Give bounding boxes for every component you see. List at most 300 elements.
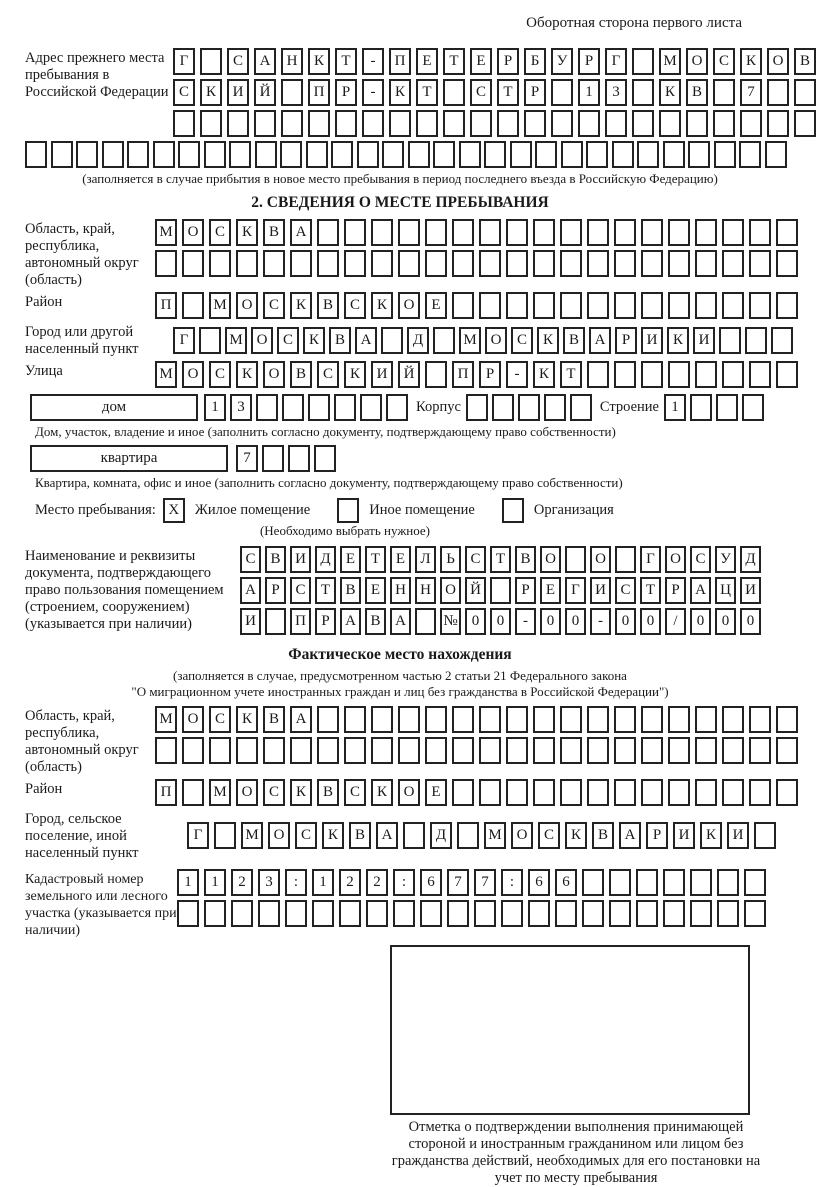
char-cell[interactable] [425, 737, 447, 764]
char-cell[interactable] [339, 900, 361, 927]
char-cell[interactable] [425, 361, 447, 388]
char-cell[interactable]: Т [560, 361, 582, 388]
char-cell[interactable] [466, 394, 488, 421]
char-cell[interactable]: Р [524, 79, 546, 106]
char-cell[interactable] [745, 327, 767, 354]
char-cell[interactable] [314, 445, 336, 472]
char-cell[interactable] [484, 141, 506, 168]
char-cell[interactable] [229, 141, 251, 168]
char-cell[interactable] [479, 292, 501, 319]
char-cell[interactable]: В [592, 822, 614, 849]
stay-type-checkbox[interactable] [337, 498, 359, 523]
char-cell[interactable] [717, 869, 739, 896]
char-cell[interactable]: А [254, 48, 276, 75]
char-cell[interactable]: К [659, 79, 681, 106]
char-cell[interactable]: - [362, 79, 384, 106]
char-cell[interactable]: К [537, 327, 559, 354]
char-cell[interactable]: Р [578, 48, 600, 75]
char-cell[interactable] [668, 737, 690, 764]
char-cell[interactable] [76, 141, 98, 168]
char-cell[interactable]: К [371, 292, 393, 319]
char-cell[interactable]: М [155, 361, 177, 388]
char-cell[interactable] [398, 250, 420, 277]
char-cell[interactable] [506, 250, 528, 277]
char-cell[interactable] [408, 141, 430, 168]
char-cell[interactable]: М [225, 327, 247, 354]
char-cell[interactable] [749, 361, 771, 388]
char-cell[interactable] [663, 869, 685, 896]
char-cell[interactable] [587, 706, 609, 733]
char-cell[interactable] [288, 445, 310, 472]
char-cell[interactable] [582, 869, 604, 896]
char-cell[interactable]: 0 [465, 608, 486, 635]
char-cell[interactable] [360, 394, 382, 421]
char-cell[interactable] [199, 327, 221, 354]
char-cell[interactable]: А [376, 822, 398, 849]
char-cell[interactable] [722, 250, 744, 277]
char-cell[interactable] [544, 394, 566, 421]
char-cell[interactable] [256, 394, 278, 421]
char-cell[interactable]: П [389, 48, 411, 75]
char-cell[interactable] [771, 327, 793, 354]
char-cell[interactable] [506, 706, 528, 733]
char-cell[interactable]: Р [479, 361, 501, 388]
char-cell[interactable]: А [619, 822, 641, 849]
char-cell[interactable] [565, 546, 586, 573]
char-cell[interactable]: П [155, 292, 177, 319]
char-cell[interactable] [209, 737, 231, 764]
char-cell[interactable] [776, 219, 798, 246]
char-cell[interactable]: - [590, 608, 611, 635]
char-cell[interactable] [308, 394, 330, 421]
char-cell[interactable] [668, 706, 690, 733]
char-cell[interactable]: О [511, 822, 533, 849]
char-cell[interactable]: - [506, 361, 528, 388]
char-cell[interactable] [587, 361, 609, 388]
char-cell[interactable]: - [515, 608, 536, 635]
char-cell[interactable] [555, 900, 577, 927]
char-cell[interactable] [501, 900, 523, 927]
char-cell[interactable]: А [340, 608, 361, 635]
char-cell[interactable] [393, 900, 415, 927]
char-cell[interactable]: 6 [420, 869, 442, 896]
char-cell[interactable] [641, 737, 663, 764]
char-cell[interactable]: А [290, 219, 312, 246]
char-cell[interactable]: Е [390, 546, 411, 573]
char-cell[interactable]: Г [173, 327, 195, 354]
char-cell[interactable] [609, 900, 631, 927]
char-cell[interactable]: К [290, 292, 312, 319]
char-cell[interactable] [416, 110, 438, 137]
char-cell[interactable] [776, 706, 798, 733]
char-cell[interactable]: С [240, 546, 261, 573]
char-cell[interactable] [433, 327, 455, 354]
char-cell[interactable]: С [465, 546, 486, 573]
char-cell[interactable] [479, 737, 501, 764]
char-cell[interactable] [632, 48, 654, 75]
char-cell[interactable] [614, 779, 636, 806]
char-cell[interactable] [425, 706, 447, 733]
char-cell[interactable] [290, 250, 312, 277]
char-cell[interactable]: Н [415, 577, 436, 604]
char-cell[interactable] [262, 445, 284, 472]
char-cell[interactable]: : [501, 869, 523, 896]
char-cell[interactable] [335, 110, 357, 137]
char-cell[interactable] [382, 141, 404, 168]
char-cell[interactable] [236, 737, 258, 764]
char-cell[interactable] [742, 394, 764, 421]
char-cell[interactable] [371, 219, 393, 246]
char-cell[interactable]: Р [497, 48, 519, 75]
char-cell[interactable] [281, 110, 303, 137]
char-cell[interactable] [641, 292, 663, 319]
char-cell[interactable]: С [209, 219, 231, 246]
char-cell[interactable]: Л [415, 546, 436, 573]
char-cell[interactable]: Т [416, 79, 438, 106]
char-cell[interactable]: Г [565, 577, 586, 604]
char-cell[interactable] [587, 779, 609, 806]
char-cell[interactable] [587, 219, 609, 246]
char-cell[interactable]: А [290, 706, 312, 733]
char-cell[interactable] [560, 706, 582, 733]
char-cell[interactable]: И [727, 822, 749, 849]
char-cell[interactable]: : [285, 869, 307, 896]
char-cell[interactable] [492, 394, 514, 421]
char-cell[interactable]: С [209, 361, 231, 388]
char-cell[interactable] [398, 706, 420, 733]
stay-type-checkbox[interactable]: X [163, 498, 185, 523]
char-cell[interactable] [254, 110, 276, 137]
char-cell[interactable]: К [236, 706, 258, 733]
char-cell[interactable] [371, 737, 393, 764]
char-cell[interactable] [452, 779, 474, 806]
char-cell[interactable] [722, 737, 744, 764]
char-cell[interactable]: Т [443, 48, 465, 75]
char-cell[interactable] [459, 141, 481, 168]
char-cell[interactable]: Е [470, 48, 492, 75]
char-cell[interactable]: 0 [490, 608, 511, 635]
char-cell[interactable]: Т [315, 577, 336, 604]
char-cell[interactable]: О [182, 219, 204, 246]
char-cell[interactable]: Д [430, 822, 452, 849]
char-cell[interactable]: С [277, 327, 299, 354]
char-cell[interactable] [612, 141, 634, 168]
char-cell[interactable] [255, 141, 277, 168]
char-cell[interactable]: К [200, 79, 222, 106]
char-cell[interactable] [357, 141, 379, 168]
char-cell[interactable] [443, 79, 465, 106]
char-cell[interactable] [366, 900, 388, 927]
char-cell[interactable] [317, 219, 339, 246]
char-cell[interactable]: С [263, 292, 285, 319]
char-cell[interactable]: А [240, 577, 261, 604]
char-cell[interactable] [794, 79, 816, 106]
char-cell[interactable]: К [533, 361, 555, 388]
char-cell[interactable] [209, 250, 231, 277]
char-cell[interactable] [739, 141, 761, 168]
char-cell[interactable] [182, 250, 204, 277]
char-cell[interactable]: Р [315, 608, 336, 635]
char-cell[interactable] [155, 737, 177, 764]
char-cell[interactable] [535, 141, 557, 168]
char-cell[interactable]: С [209, 706, 231, 733]
char-cell[interactable] [695, 706, 717, 733]
char-cell[interactable]: И [740, 577, 761, 604]
char-cell[interactable]: В [563, 327, 585, 354]
char-cell[interactable]: П [155, 779, 177, 806]
char-cell[interactable]: В [794, 48, 816, 75]
char-cell[interactable] [636, 869, 658, 896]
char-cell[interactable]: М [659, 48, 681, 75]
char-cell[interactable]: Н [281, 48, 303, 75]
char-cell[interactable]: 7 [740, 79, 762, 106]
char-cell[interactable] [695, 361, 717, 388]
char-cell[interactable] [204, 900, 226, 927]
char-cell[interactable] [776, 737, 798, 764]
char-cell[interactable]: 3 [258, 869, 280, 896]
char-cell[interactable] [524, 110, 546, 137]
char-cell[interactable] [173, 110, 195, 137]
char-cell[interactable]: И [290, 546, 311, 573]
char-cell[interactable] [452, 250, 474, 277]
char-cell[interactable] [214, 822, 236, 849]
char-cell[interactable] [479, 219, 501, 246]
char-cell[interactable]: Ь [440, 546, 461, 573]
char-cell[interactable]: 0 [615, 608, 636, 635]
char-cell[interactable]: М [155, 219, 177, 246]
char-cell[interactable]: К [700, 822, 722, 849]
char-cell[interactable]: 0 [715, 608, 736, 635]
char-cell[interactable]: С [713, 48, 735, 75]
char-cell[interactable] [308, 110, 330, 137]
char-cell[interactable] [200, 110, 222, 137]
char-cell[interactable] [570, 394, 592, 421]
char-cell[interactable] [280, 141, 302, 168]
char-cell[interactable]: Г [605, 48, 627, 75]
char-cell[interactable] [389, 110, 411, 137]
char-cell[interactable] [443, 110, 465, 137]
char-cell[interactable] [344, 706, 366, 733]
char-cell[interactable] [306, 141, 328, 168]
char-cell[interactable] [668, 292, 690, 319]
char-cell[interactable]: Й [398, 361, 420, 388]
char-cell[interactable]: Е [416, 48, 438, 75]
char-cell[interactable]: У [551, 48, 573, 75]
char-cell[interactable] [713, 79, 735, 106]
char-cell[interactable]: В [290, 361, 312, 388]
char-cell[interactable] [200, 48, 222, 75]
char-cell[interactable] [614, 250, 636, 277]
char-cell[interactable] [663, 141, 685, 168]
char-cell[interactable] [344, 250, 366, 277]
char-cell[interactable] [663, 900, 685, 927]
char-cell[interactable]: Р [265, 577, 286, 604]
char-cell[interactable]: И [673, 822, 695, 849]
char-cell[interactable] [281, 79, 303, 106]
char-cell[interactable] [688, 141, 710, 168]
char-cell[interactable] [474, 900, 496, 927]
char-cell[interactable] [263, 737, 285, 764]
char-cell[interactable]: К [389, 79, 411, 106]
char-cell[interactable] [533, 779, 555, 806]
char-cell[interactable]: 1 [312, 869, 334, 896]
char-cell[interactable] [695, 737, 717, 764]
char-cell[interactable] [668, 779, 690, 806]
char-cell[interactable] [722, 292, 744, 319]
char-cell[interactable]: К [322, 822, 344, 849]
char-cell[interactable] [587, 292, 609, 319]
char-cell[interactable]: С [511, 327, 533, 354]
char-cell[interactable] [528, 900, 550, 927]
char-cell[interactable] [722, 219, 744, 246]
char-cell[interactable] [312, 900, 334, 927]
char-cell[interactable] [506, 779, 528, 806]
char-cell[interactable] [533, 250, 555, 277]
char-cell[interactable] [636, 900, 658, 927]
char-cell[interactable] [479, 706, 501, 733]
char-cell[interactable]: О [236, 292, 258, 319]
char-cell[interactable]: В [265, 546, 286, 573]
char-cell[interactable] [560, 737, 582, 764]
char-cell[interactable]: О [251, 327, 273, 354]
char-cell[interactable]: О [540, 546, 561, 573]
char-cell[interactable]: К [667, 327, 689, 354]
char-cell[interactable] [425, 219, 447, 246]
char-cell[interactable]: Е [425, 779, 447, 806]
char-cell[interactable] [182, 737, 204, 764]
char-cell[interactable]: Т [335, 48, 357, 75]
char-cell[interactable]: С [470, 79, 492, 106]
char-cell[interactable]: К [290, 779, 312, 806]
char-cell[interactable]: 0 [740, 608, 761, 635]
char-cell[interactable] [506, 219, 528, 246]
char-cell[interactable]: Й [254, 79, 276, 106]
char-cell[interactable] [714, 141, 736, 168]
char-cell[interactable] [497, 110, 519, 137]
char-cell[interactable] [506, 737, 528, 764]
char-cell[interactable]: 0 [640, 608, 661, 635]
char-cell[interactable]: Е [340, 546, 361, 573]
char-cell[interactable] [690, 394, 712, 421]
char-cell[interactable] [754, 822, 776, 849]
char-cell[interactable] [490, 577, 511, 604]
char-cell[interactable]: Р [515, 577, 536, 604]
char-cell[interactable] [614, 737, 636, 764]
char-cell[interactable] [749, 219, 771, 246]
char-cell[interactable] [615, 546, 636, 573]
char-cell[interactable]: К [308, 48, 330, 75]
char-cell[interactable] [282, 394, 304, 421]
char-cell[interactable] [767, 110, 789, 137]
char-cell[interactable] [533, 292, 555, 319]
char-cell[interactable]: К [740, 48, 762, 75]
char-cell[interactable]: Г [187, 822, 209, 849]
char-cell[interactable]: П [290, 608, 311, 635]
char-cell[interactable]: С [295, 822, 317, 849]
char-cell[interactable] [518, 394, 540, 421]
char-cell[interactable]: В [515, 546, 536, 573]
char-cell[interactable] [641, 219, 663, 246]
char-cell[interactable]: А [390, 608, 411, 635]
char-cell[interactable]: Р [335, 79, 357, 106]
char-cell[interactable] [695, 219, 717, 246]
char-cell[interactable]: О [485, 327, 507, 354]
char-cell[interactable]: К [236, 219, 258, 246]
char-cell[interactable]: М [459, 327, 481, 354]
char-cell[interactable]: С [538, 822, 560, 849]
char-cell[interactable] [263, 250, 285, 277]
char-cell[interactable]: С [263, 779, 285, 806]
char-cell[interactable] [452, 737, 474, 764]
char-cell[interactable]: К [236, 361, 258, 388]
char-cell[interactable]: И [227, 79, 249, 106]
char-cell[interactable]: М [209, 779, 231, 806]
char-cell[interactable]: А [589, 327, 611, 354]
char-cell[interactable]: К [344, 361, 366, 388]
char-cell[interactable]: 7 [236, 445, 258, 472]
char-cell[interactable] [717, 900, 739, 927]
char-cell[interactable] [690, 869, 712, 896]
char-cell[interactable] [258, 900, 280, 927]
char-cell[interactable]: У [715, 546, 736, 573]
char-cell[interactable] [457, 822, 479, 849]
char-cell[interactable]: М [484, 822, 506, 849]
char-cell[interactable]: В [317, 779, 339, 806]
char-cell[interactable] [749, 779, 771, 806]
char-cell[interactable] [722, 361, 744, 388]
char-cell[interactable]: 2 [339, 869, 361, 896]
char-cell[interactable] [447, 900, 469, 927]
char-cell[interactable]: В [329, 327, 351, 354]
char-cell[interactable]: 3 [230, 394, 252, 421]
char-cell[interactable]: 0 [540, 608, 561, 635]
char-cell[interactable]: Р [615, 327, 637, 354]
char-cell[interactable]: М [155, 706, 177, 733]
char-cell[interactable] [632, 79, 654, 106]
char-cell[interactable] [433, 141, 455, 168]
char-cell[interactable] [231, 900, 253, 927]
char-cell[interactable] [182, 292, 204, 319]
char-cell[interactable] [204, 141, 226, 168]
char-cell[interactable] [776, 361, 798, 388]
char-cell[interactable] [560, 779, 582, 806]
char-cell[interactable] [609, 869, 631, 896]
char-cell[interactable] [371, 706, 393, 733]
char-cell[interactable]: : [393, 869, 415, 896]
char-cell[interactable]: В [349, 822, 371, 849]
char-cell[interactable]: Е [540, 577, 561, 604]
char-cell[interactable] [744, 900, 766, 927]
char-cell[interactable] [749, 292, 771, 319]
char-cell[interactable] [765, 141, 787, 168]
char-cell[interactable] [749, 250, 771, 277]
char-cell[interactable] [561, 141, 583, 168]
char-cell[interactable] [722, 779, 744, 806]
char-cell[interactable]: К [565, 822, 587, 849]
char-cell[interactable] [776, 779, 798, 806]
char-cell[interactable] [403, 822, 425, 849]
char-cell[interactable]: 0 [565, 608, 586, 635]
char-cell[interactable] [452, 706, 474, 733]
char-cell[interactable]: И [240, 608, 261, 635]
char-cell[interactable]: И [590, 577, 611, 604]
char-cell[interactable] [695, 292, 717, 319]
char-cell[interactable] [420, 900, 442, 927]
char-cell[interactable] [425, 250, 447, 277]
char-cell[interactable] [533, 737, 555, 764]
char-cell[interactable] [632, 110, 654, 137]
char-cell[interactable]: О [268, 822, 290, 849]
